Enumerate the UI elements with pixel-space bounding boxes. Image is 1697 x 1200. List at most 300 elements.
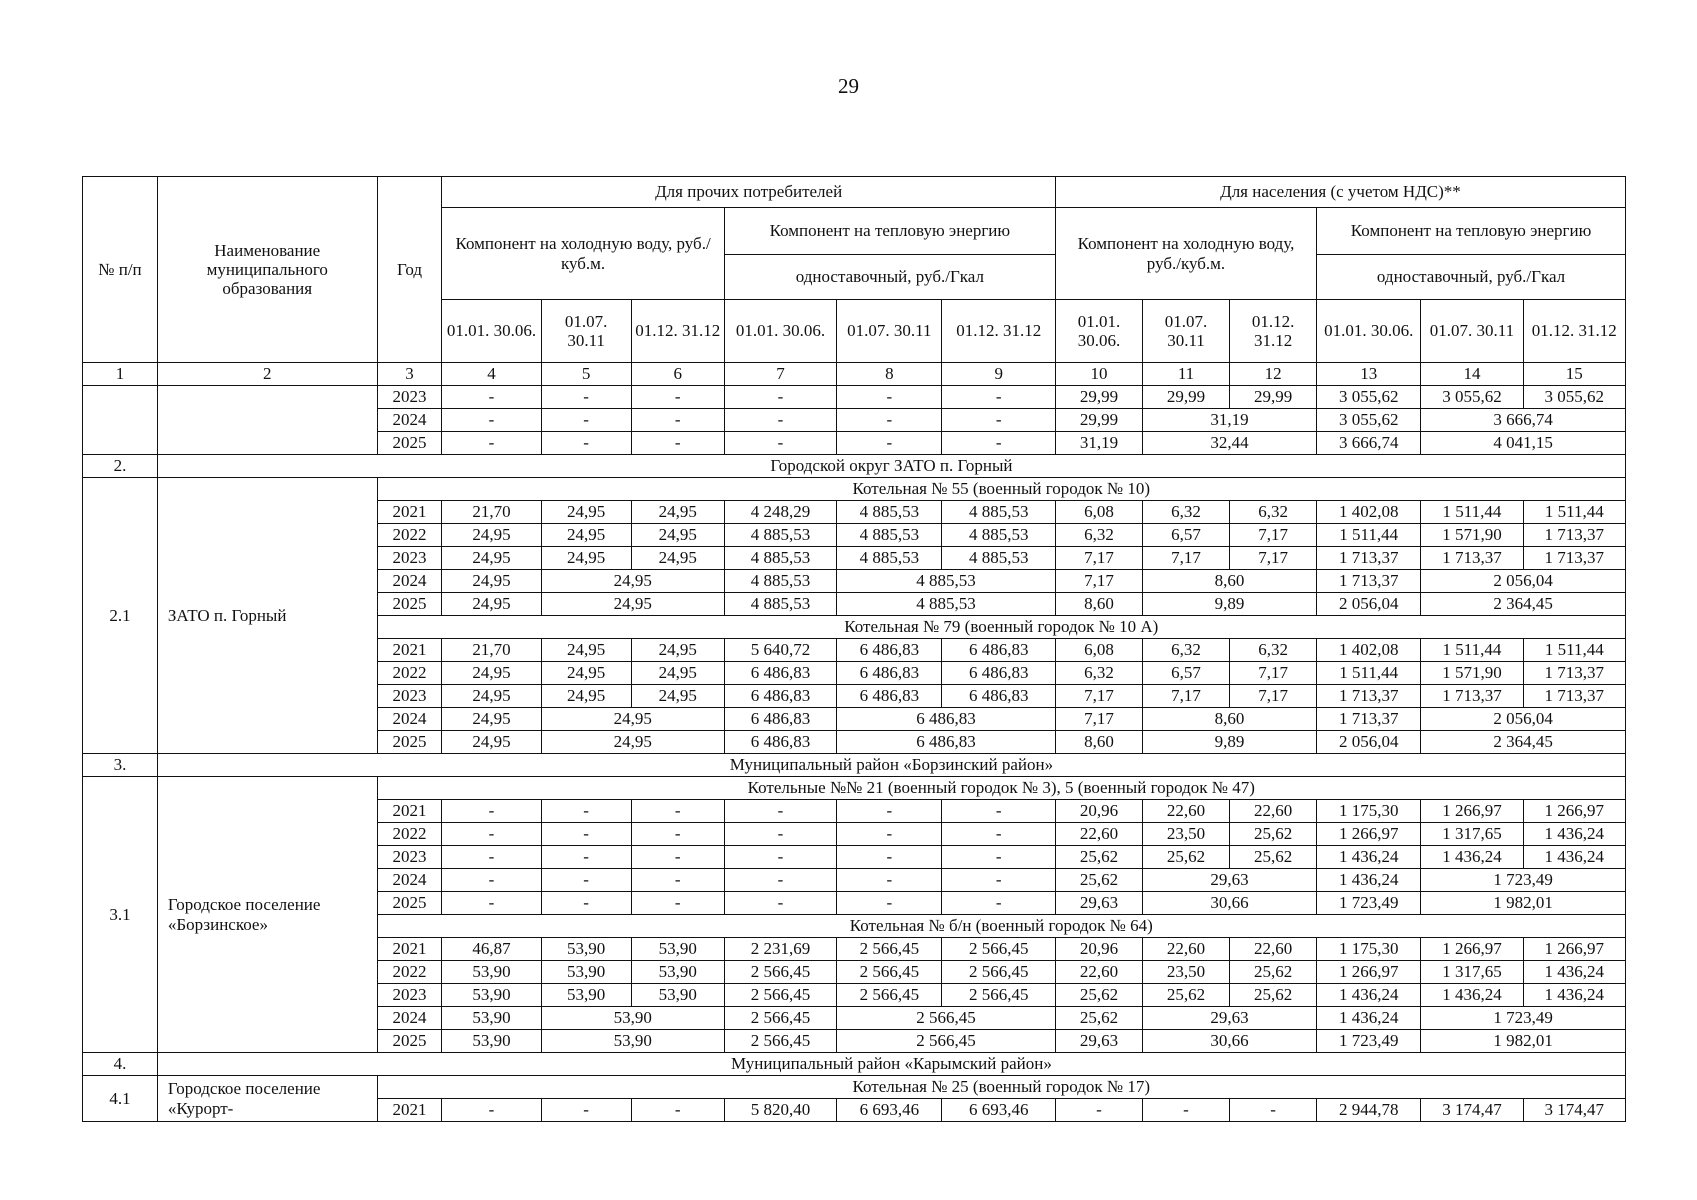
value-cell: 6,08 [1055,639,1142,662]
value-cell: 1 402,08 [1317,639,1421,662]
header-group-other: Для прочих потребителей [442,177,1056,208]
period-col-15: 01.12. 31.12 [1523,300,1625,363]
period-col-8: 01.07. 30.11 [837,300,942,363]
year-cell: 2024 [377,708,442,731]
value-cell: 6 486,83 [837,708,1056,731]
value-cell: 2 566,45 [837,1030,1056,1053]
value-cell: 24,95 [541,731,724,754]
header-year: Год [377,177,442,363]
year-cell: 2023 [377,685,442,708]
value-cell: 22,60 [1230,938,1317,961]
value-cell: 53,90 [631,938,724,961]
value-cell: 30,66 [1142,892,1316,915]
value-cell: - [942,869,1055,892]
value-cell: 1 713,37 [1317,547,1421,570]
value-cell: 2 566,45 [724,1007,836,1030]
value-cell: 24,95 [442,524,541,547]
value-cell: - [631,869,724,892]
period-col-5: 01.07. 30.11 [541,300,631,363]
value-cell: 25,62 [1055,846,1142,869]
value-cell: 1 317,65 [1421,961,1523,984]
value-cell: 29,99 [1055,409,1142,432]
value-cell: 6 486,83 [837,731,1056,754]
value-cell: 29,99 [1055,386,1142,409]
value-cell: 2 566,45 [837,961,942,984]
column-number: 15 [1523,363,1625,386]
header-cold-water-other: Компонент на холодную воду, руб./куб.м. [442,208,724,300]
value-cell: 1 266,97 [1421,800,1523,823]
value-cell: 6,32 [1142,639,1229,662]
value-cell: 24,95 [442,593,541,616]
value-cell: - [724,409,836,432]
value-cell: 4 885,53 [724,570,836,593]
value-cell: 29,99 [1230,386,1317,409]
value-cell: 1 713,37 [1523,524,1625,547]
year-cell: 2021 [377,639,442,662]
year-cell: 2022 [377,961,442,984]
year-cell: 2024 [377,869,442,892]
value-cell: 53,90 [541,938,631,961]
value-cell: - [631,1099,724,1122]
value-cell: 4 885,53 [942,501,1055,524]
value-cell: 1 317,65 [1421,823,1523,846]
value-cell: 25,62 [1230,823,1317,846]
value-cell: 29,63 [1055,892,1142,915]
value-cell: - [541,846,631,869]
value-cell: 1 723,49 [1317,892,1421,915]
year-cell: 2023 [377,984,442,1007]
column-number: 11 [1142,363,1229,386]
value-cell: - [724,869,836,892]
value-cell: - [442,386,541,409]
value-cell: 2 056,04 [1317,593,1421,616]
value-cell: - [724,823,836,846]
value-cell: 7,17 [1230,524,1317,547]
value-cell: 1 175,30 [1317,938,1421,961]
value-cell: - [442,892,541,915]
value-cell: 24,95 [631,501,724,524]
value-cell: 4 885,53 [942,547,1055,570]
value-cell: 4 885,53 [837,501,942,524]
value-cell: 2 056,04 [1421,708,1626,731]
value-cell: - [631,432,724,455]
subsection-number: 3.1 [83,777,158,1053]
value-cell: 2 566,45 [837,1007,1056,1030]
column-number: 8 [837,363,942,386]
value-cell: 31,19 [1055,432,1142,455]
value-cell: 3 055,62 [1421,386,1523,409]
value-cell: 25,62 [1055,1007,1142,1030]
column-number: 5 [541,363,631,386]
value-cell: 24,95 [631,547,724,570]
value-cell: 2 566,45 [724,961,836,984]
year-cell: 2025 [377,892,442,915]
value-cell: 4 885,53 [724,593,836,616]
header-group-population: Для населения (с учетом НДС)** [1055,177,1625,208]
value-cell: 1 436,24 [1317,984,1421,1007]
value-cell: - [442,823,541,846]
value-cell: 1 511,44 [1421,639,1523,662]
value-cell: - [541,869,631,892]
value-cell: 6 486,83 [837,662,942,685]
tariff-table [82,176,1626,1122]
value-cell: 4 885,53 [837,593,1056,616]
value-cell: - [942,823,1055,846]
value-cell: 20,96 [1055,800,1142,823]
value-cell: 1 436,24 [1421,984,1523,1007]
value-cell: 6,32 [1142,501,1229,524]
year-cell: 2024 [377,1007,442,1030]
year-cell: 2021 [377,800,442,823]
value-cell: - [631,386,724,409]
value-cell: 32,44 [1142,432,1316,455]
value-cell: 1 713,37 [1523,662,1625,685]
municipality-name: Городское поселение «Борзинское» [157,777,377,1053]
value-cell: 21,70 [442,639,541,662]
value-cell: - [631,409,724,432]
value-cell: 24,95 [541,524,631,547]
value-cell: - [837,892,942,915]
value-cell: 6 486,83 [942,685,1055,708]
value-cell: 1 402,08 [1317,501,1421,524]
year-cell: 2021 [377,1099,442,1122]
value-cell: 3 055,62 [1317,409,1421,432]
value-cell: 25,62 [1055,869,1142,892]
value-cell: 7,17 [1055,570,1142,593]
value-cell: 9,89 [1142,731,1316,754]
column-number: 12 [1230,363,1317,386]
value-cell: 24,95 [541,570,724,593]
subsection-number: 2.1 [83,478,158,754]
value-cell: - [837,869,942,892]
value-cell: 25,62 [1230,846,1317,869]
column-numbers-row [83,363,1626,386]
value-cell: 6 486,83 [942,662,1055,685]
value-cell: - [631,823,724,846]
year-cell: 2022 [377,524,442,547]
value-cell: 9,89 [1142,593,1316,616]
value-cell: - [1142,1099,1229,1122]
boiler-house-title: Котельная № 55 (военный городок № 10) [377,478,1625,501]
value-cell: - [942,386,1055,409]
value-cell: - [541,823,631,846]
value-cell: 53,90 [442,984,541,1007]
value-cell: 6 486,83 [837,639,942,662]
value-cell: 2 231,69 [724,938,836,961]
section-title: Городской округ ЗАТО п. Горный [157,455,1625,478]
value-cell: 23,50 [1142,823,1229,846]
value-cell: 1 713,37 [1317,708,1421,731]
value-cell: - [1055,1099,1142,1122]
period-col-4: 01.01. 30.06. [442,300,541,363]
period-col-13: 01.01. 30.06. [1317,300,1421,363]
value-cell: - [541,1099,631,1122]
value-cell: 1 436,24 [1317,869,1421,892]
value-cell: 1 511,44 [1317,662,1421,685]
section-row [83,1053,1626,1076]
value-cell: - [541,800,631,823]
period-col-12: 01.12. 31.12 [1230,300,1317,363]
value-cell: 53,90 [442,1030,541,1053]
column-number: 9 [942,363,1055,386]
value-cell: 24,95 [541,708,724,731]
value-cell: 4 248,29 [724,501,836,524]
page-number: 29 [838,74,859,98]
value-cell: 4 885,53 [724,524,836,547]
section-title: Муниципальный район «Борзинский район» [157,754,1625,777]
value-cell: 24,95 [631,524,724,547]
value-cell: - [724,892,836,915]
table-body [83,386,1626,1122]
year-cell: 2022 [377,662,442,685]
value-cell: 1 723,49 [1421,1007,1626,1030]
value-cell: 31,19 [1142,409,1316,432]
value-cell: 8,60 [1055,593,1142,616]
value-cell: 1 511,44 [1523,639,1625,662]
value-cell: 2 566,45 [724,984,836,1007]
value-cell: 7,17 [1230,547,1317,570]
value-cell: - [942,800,1055,823]
value-cell: 24,95 [442,570,541,593]
boiler-row [83,1076,1626,1099]
value-cell: 3 666,74 [1421,409,1626,432]
value-cell: 22,60 [1142,800,1229,823]
boiler-house-title: Котельная № 25 (военный городок № 17) [377,1076,1625,1099]
value-cell: - [541,432,631,455]
value-cell: 2 566,45 [942,938,1055,961]
value-cell: - [442,432,541,455]
header-single-rate-pop: одноставочный, руб./Гкал [1317,255,1626,300]
value-cell: 25,62 [1230,984,1317,1007]
year-cell: 2021 [377,938,442,961]
value-cell: 22,60 [1142,938,1229,961]
value-cell: 21,70 [442,501,541,524]
value-cell: 3 174,47 [1421,1099,1523,1122]
value-cell: 7,17 [1142,685,1229,708]
value-cell: - [541,892,631,915]
value-cell: - [942,409,1055,432]
value-cell: 1 266,97 [1523,800,1625,823]
value-cell: 6 486,83 [724,662,836,685]
value-cell: 6,57 [1142,524,1229,547]
value-cell: 1 175,30 [1317,800,1421,823]
value-cell: 2 364,45 [1421,731,1626,754]
value-cell: 6,08 [1055,501,1142,524]
value-cell: 1 266,97 [1523,938,1625,961]
value-cell: - [541,386,631,409]
value-cell: 6 693,46 [837,1099,942,1122]
value-cell: 53,90 [442,961,541,984]
value-cell: 3 055,62 [1523,386,1625,409]
value-cell: - [942,432,1055,455]
value-cell: 29,99 [1142,386,1229,409]
value-cell: 8,60 [1055,731,1142,754]
year-cell: 2025 [377,593,442,616]
value-cell: 2 364,45 [1421,593,1626,616]
value-cell: - [442,869,541,892]
value-cell: 24,95 [442,731,541,754]
value-cell: 24,95 [541,501,631,524]
value-cell: 6 486,83 [724,708,836,731]
boiler-house-title: Котельные №№ 21 (военный городок № 3), 5 (военный городок № 47) [377,777,1625,800]
value-cell: 7,17 [1230,662,1317,685]
value-cell: 1 713,37 [1523,685,1625,708]
value-cell: 1 511,44 [1317,524,1421,547]
section-number: 3. [83,754,158,777]
value-cell: 1 436,24 [1317,846,1421,869]
value-cell: - [442,846,541,869]
value-cell: 1 713,37 [1421,547,1523,570]
value-cell: 2 056,04 [1317,731,1421,754]
value-cell: 1 713,37 [1317,685,1421,708]
value-cell: 4 885,53 [837,524,942,547]
value-cell: - [631,892,724,915]
value-cell: - [631,800,724,823]
value-cell: 4 885,53 [942,524,1055,547]
value-cell: 1 436,24 [1523,984,1625,1007]
value-cell: 2 566,45 [837,938,942,961]
value-cell: 24,95 [631,662,724,685]
boiler-house-title: Котельная № 79 (военный городок № 10 А) [377,616,1625,639]
value-cell: 1 982,01 [1421,1030,1626,1053]
section-row [83,754,1626,777]
value-cell: 53,90 [442,1007,541,1030]
municipality-name: ЗАТО п. Горный [157,478,377,754]
column-number: 6 [631,363,724,386]
value-cell: 46,87 [442,938,541,961]
year-cell: 2025 [377,1030,442,1053]
value-cell: 4 885,53 [837,570,1056,593]
value-cell: - [942,892,1055,915]
value-cell: 4 041,15 [1421,432,1626,455]
header-single-rate-other: одноставочный, руб./Гкал [724,255,1055,300]
value-cell: 1 723,49 [1317,1030,1421,1053]
value-cell: 53,90 [541,1007,724,1030]
value-cell: - [837,846,942,869]
value-cell: 24,95 [541,639,631,662]
value-cell: - [942,846,1055,869]
value-cell: - [837,800,942,823]
column-number: 14 [1421,363,1523,386]
value-cell: 29,63 [1055,1030,1142,1053]
subsection-number: 4.1 [83,1076,158,1122]
value-cell: 7,17 [1230,685,1317,708]
value-cell: 22,60 [1055,823,1142,846]
period-col-7: 01.01. 30.06. [724,300,836,363]
value-cell: 1 436,24 [1317,1007,1421,1030]
boiler-row [83,478,1626,501]
section-number: 4. [83,1053,158,1076]
value-cell: 1 511,44 [1523,501,1625,524]
value-cell: 24,95 [541,547,631,570]
value-cell: 2 566,45 [837,984,942,1007]
section-row [83,455,1626,478]
value-cell: 1 713,37 [1317,570,1421,593]
value-cell: 53,90 [541,1030,724,1053]
value-cell: 6,57 [1142,662,1229,685]
value-cell: 1 436,24 [1523,846,1625,869]
value-cell: 29,63 [1142,1007,1316,1030]
value-cell: 24,95 [541,662,631,685]
header-name: Наименование муниципального образования [157,177,377,363]
value-cell: 2 566,45 [942,984,1055,1007]
value-cell: 6 693,46 [942,1099,1055,1122]
boiler-house-title: Котельная № б/н (военный городок № 64) [377,915,1625,938]
municipality-cell [157,386,377,455]
value-cell: 6 486,83 [837,685,942,708]
value-cell: 1 713,37 [1421,685,1523,708]
value-cell: 3 174,47 [1523,1099,1625,1122]
year-cell: 2023 [377,547,442,570]
value-cell: 6,32 [1230,501,1317,524]
period-col-14: 01.07. 30.11 [1421,300,1523,363]
boiler-row [83,777,1626,800]
value-cell: - [442,409,541,432]
value-cell: 24,95 [631,685,724,708]
value-cell: 24,95 [442,708,541,731]
year-cell: 2025 [377,731,442,754]
value-cell: - [724,386,836,409]
value-cell: 6,32 [1055,524,1142,547]
value-cell: 25,62 [1142,984,1229,1007]
value-cell: 2 056,04 [1421,570,1626,593]
column-number: 1 [83,363,158,386]
value-cell: 1 266,97 [1317,961,1421,984]
municipality-name: Городское поселение «Курорт- [157,1076,377,1122]
value-cell: - [837,386,942,409]
header-heat-pop: Компонент на тепловую энергию [1317,208,1626,255]
header-num: № п/п [83,177,158,363]
value-cell: 24,95 [442,685,541,708]
column-number: 10 [1055,363,1142,386]
period-col-6: 01.12. 31.12 [631,300,724,363]
value-cell: 24,95 [631,639,724,662]
value-cell: 7,17 [1142,547,1229,570]
value-cell: 24,95 [442,547,541,570]
value-cell: 7,17 [1055,547,1142,570]
header-heat-other: Компонент на тепловую энергию [724,208,1055,255]
value-cell: 5 820,40 [724,1099,836,1122]
value-cell: 22,60 [1055,961,1142,984]
value-cell: 1 266,97 [1421,938,1523,961]
period-col-9: 01.12. 31.12 [942,300,1055,363]
value-cell: 25,62 [1142,846,1229,869]
value-cell: 1 266,97 [1317,823,1421,846]
value-cell: 3 055,62 [1317,386,1421,409]
value-cell: 2 566,45 [724,1030,836,1053]
value-cell: - [541,409,631,432]
value-cell: 25,62 [1055,984,1142,1007]
value-cell: - [724,432,836,455]
value-cell: 7,17 [1055,708,1142,731]
value-cell: 53,90 [541,961,631,984]
table-row [83,386,1626,409]
column-number: 13 [1317,363,1421,386]
year-cell: 2021 [377,501,442,524]
section-number: 2. [83,455,158,478]
value-cell: 7,17 [1055,685,1142,708]
value-cell: 20,96 [1055,938,1142,961]
value-cell: 24,95 [541,593,724,616]
value-cell: - [837,432,942,455]
value-cell: - [1230,1099,1317,1122]
period-col-10: 01.01. 30.06. [1055,300,1142,363]
value-cell: - [724,846,836,869]
column-number: 4 [442,363,541,386]
year-cell: 2023 [377,386,442,409]
value-cell: - [837,823,942,846]
value-cell: 30,66 [1142,1030,1316,1053]
